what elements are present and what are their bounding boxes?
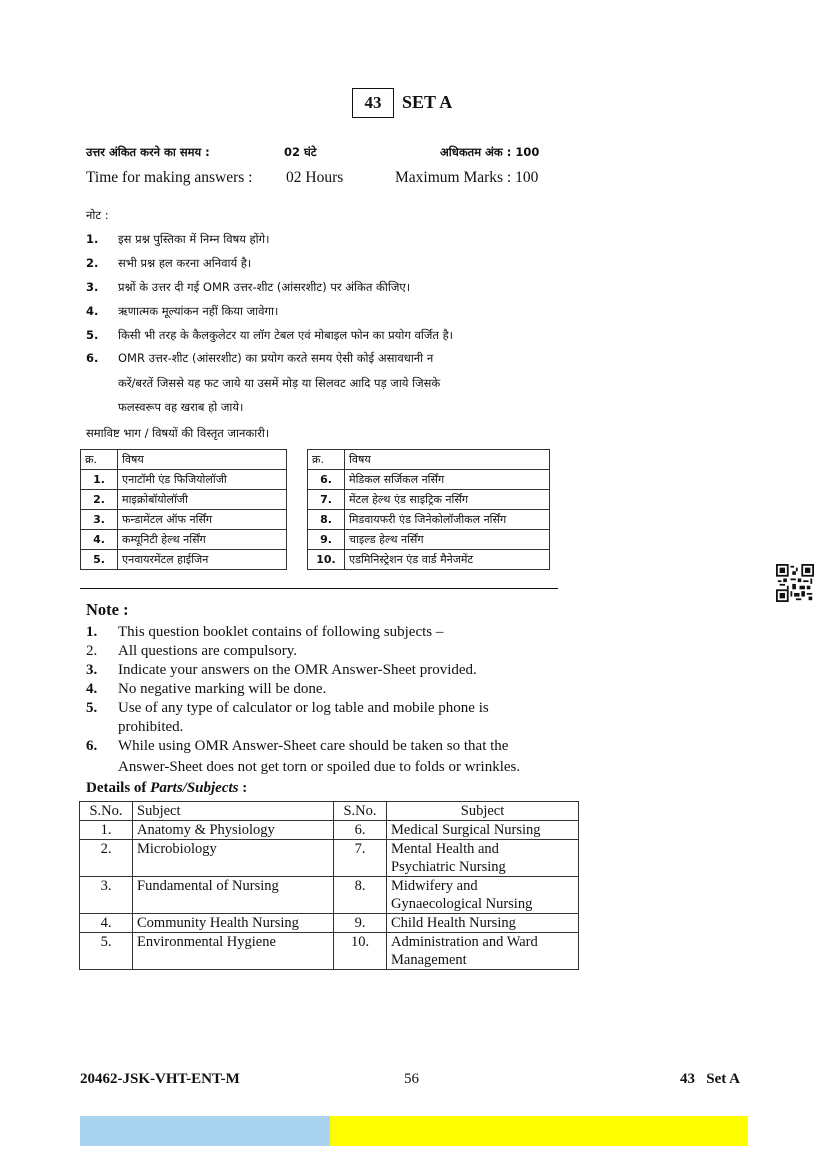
note-title-hi: नोट :: [86, 208, 109, 222]
header-sno: S.No.: [80, 802, 133, 821]
table-row: [81, 490, 550, 510]
note-hi-item: 5. किसी भी तरह के कैलकुलेटर या लॉग टेबल एवं मोबाइल फोन का प्रयोग वर्जित है।: [86, 328, 454, 342]
max-marks-hi: अधिकतम अंक : 100: [440, 145, 540, 159]
table-row: [81, 510, 550, 530]
blue-color-bar: [80, 1116, 330, 1146]
header-subject: विषय: [345, 450, 550, 470]
cell-sno: 8.: [334, 877, 387, 914]
gap: [287, 490, 308, 510]
max-marks-en: Maximum Marks : 100: [395, 169, 539, 186]
note-hi-item: 6. OMR उत्तर-शीट (आंसरशीट) का प्रयोग करते समय ऐसी कोई असावधानी न: [86, 351, 434, 365]
note-en-item: 3. Indicate your answers on the OMR Answer-Sheet provided.: [86, 662, 477, 678]
note-en-item: 6. While using OMR Answer-Sheet care should be taken so that the: [86, 738, 509, 754]
set-number-box: 43: [352, 88, 394, 118]
table-header-row: [80, 802, 579, 821]
note-en-item: 5. Use of any type of calculator or log table and mobile phone is: [86, 700, 489, 716]
table-row: [80, 914, 579, 933]
section-divider: [80, 588, 558, 589]
cell-subject: मिडवायफरी एंड जिनेकोलॉजीकल नर्सिंग: [345, 510, 550, 530]
header-subject: विषय: [118, 450, 287, 470]
english-subjects-table: [79, 801, 579, 970]
gap: [287, 510, 308, 530]
details-hi: समाविष्ट भाग / विषयों की विस्तृत जानकारी।: [86, 426, 270, 440]
cell-no: 2.: [81, 490, 118, 510]
cell-no: 6.: [308, 470, 345, 490]
footer-set: 43 Set A: [680, 1071, 740, 1087]
set-label: SET A: [402, 92, 453, 112]
cell-subject: फन्डामेंटल ऑफ नर्सिंग: [118, 510, 287, 530]
details-en: Details of Parts/Subjects :: [86, 780, 248, 796]
note-en-item-cont: prohibited.: [118, 719, 184, 735]
note-hi-item-cont: करें/बरतें जिससे यह फट जाये या उसमें मोड़ या सिलवट आदि पड़ जाये जिसके: [118, 376, 441, 390]
note-hi-item: 1. इस प्रश्न पुस्तिका में निम्न विषय होंगे।: [86, 232, 270, 246]
cell-sno: 6.: [334, 821, 387, 840]
cell-subject: माइक्रोबॉयोलॉजी: [118, 490, 287, 510]
cell-sno: 1.: [80, 821, 133, 840]
cell-subject: कम्यूनिटी हेल्थ नर्सिंग: [118, 530, 287, 550]
cell-sno: 5.: [80, 933, 133, 970]
footer-code: 20462-JSK-VHT-ENT-M: [80, 1071, 240, 1087]
cell-subject: Microbiology: [133, 840, 334, 877]
table-row: [80, 840, 579, 877]
cell-subject: Medical Surgical Nursing: [387, 821, 579, 840]
cell-sno: 9.: [334, 914, 387, 933]
gap: [287, 550, 308, 570]
cell-sno: 2.: [80, 840, 133, 877]
header-no: क्र.: [81, 450, 118, 470]
cell-no: 1.: [81, 470, 118, 490]
cell-no: 8.: [308, 510, 345, 530]
cell-subject: मेंटल हेल्थ एंड साइट्रिक नर्सिंग: [345, 490, 550, 510]
table-row: [80, 821, 579, 840]
header-subject: Subject: [133, 802, 334, 821]
cell-no: 4.: [81, 530, 118, 550]
note-hi-item: 2. सभी प्रश्न हल करना अनिवार्य है।: [86, 256, 252, 270]
cell-subject: एनाटॉमी एंड फिजियोलॉजी: [118, 470, 287, 490]
note-en-item: 2. All questions are compulsory.: [86, 643, 297, 659]
cell-subject: मेडिकल सर्जिकल नर्सिंग: [345, 470, 550, 490]
cell-subject: Midwifery and Gynaecological Nursing: [387, 877, 579, 914]
table-header-row: [81, 450, 550, 470]
note-hi-item: 3. प्रश्नों के उत्तर दी गई OMR उत्तर-शीट (आंसरशीट) पर अंकित कीजिए।: [86, 280, 411, 294]
qr-code-icon: [776, 564, 814, 602]
page-number: 56: [404, 1071, 419, 1087]
table-row: [81, 550, 550, 570]
cell-subject: Anatomy & Physiology: [133, 821, 334, 840]
cell-subject: एनवायरमेंटल हाईजिन: [118, 550, 287, 570]
header-sno: S.No.: [334, 802, 387, 821]
time-value-en: 02 Hours: [286, 169, 344, 186]
table-row: [80, 933, 579, 970]
gap: [287, 530, 308, 550]
cell-no: 7.: [308, 490, 345, 510]
gap: [287, 450, 308, 470]
cell-subject: Community Health Nursing: [133, 914, 334, 933]
cell-subject: Child Health Nursing: [387, 914, 579, 933]
cell-no: 5.: [81, 550, 118, 570]
cell-sno: 4.: [80, 914, 133, 933]
cell-sno: 10.: [334, 933, 387, 970]
header-no: क्र.: [308, 450, 345, 470]
note-hi-item: 4. ऋणात्मक मूल्यांकन नहीं किया जावेगा।: [86, 304, 279, 318]
cell-subject: Administration and Ward Management: [387, 933, 579, 970]
cell-sno: 3.: [80, 877, 133, 914]
cell-sno: 7.: [334, 840, 387, 877]
cell-no: 10.: [308, 550, 345, 570]
yellow-color-bar: [330, 1116, 748, 1146]
note-en-item: 1. This question booklet contains of following subjects –: [86, 624, 444, 640]
note-en-item: 4. No negative marking will be done.: [86, 681, 327, 697]
note-hi-item-cont: फलस्वरूप वह खराब हो जाये।: [118, 400, 244, 414]
note-en-item-cont: Answer-Sheet does not get torn or spoiled due to folds or wrinkles.: [118, 759, 521, 775]
cell-subject: Fundamental of Nursing: [133, 877, 334, 914]
note-title-en: Note :: [86, 600, 129, 619]
cell-subject: एडमिनिस्ट्रेशन एंड वार्ड मैनेजमेंट: [345, 550, 550, 570]
hindi-subjects-table: [80, 449, 550, 570]
cell-no: 3.: [81, 510, 118, 530]
time-label-hi: उत्तर अंकित करने का समय :: [86, 145, 210, 159]
time-label-en: Time for making answers :: [86, 169, 253, 186]
table-row: [81, 530, 550, 550]
table-row: [81, 470, 550, 490]
time-value-hi: 02 घंटे: [284, 145, 317, 159]
gap: [287, 470, 308, 490]
table-row: [80, 877, 579, 914]
cell-subject: चाइल्ड हेल्थ नर्सिंग: [345, 530, 550, 550]
cell-subject: Environmental Hygiene: [133, 933, 334, 970]
header-subject: Subject: [387, 802, 579, 821]
cell-subject: Mental Health and Psychiatric Nursing: [387, 840, 579, 877]
cell-no: 9.: [308, 530, 345, 550]
